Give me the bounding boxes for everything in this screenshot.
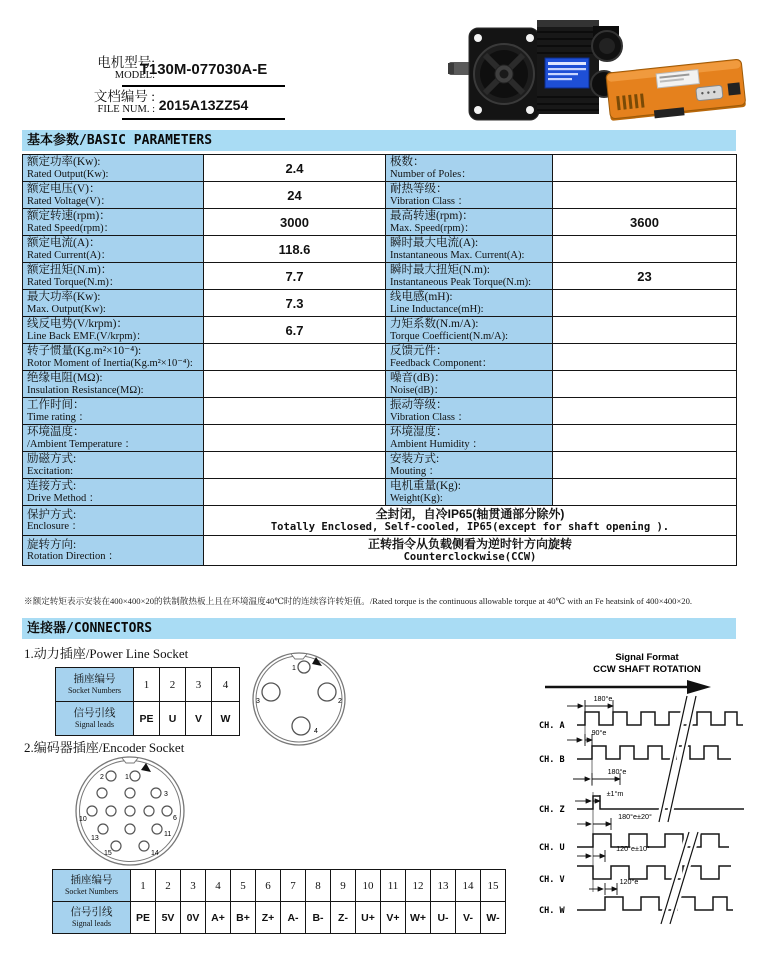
param-label [23, 452, 204, 479]
param-row [23, 425, 737, 452]
param-label-cn: 工作时间： [27, 399, 85, 411]
param-value: 7.7 [204, 263, 386, 290]
param-label [23, 263, 204, 290]
param-label [23, 398, 204, 425]
socket-number: 3 [181, 870, 206, 902]
signal-leads-cn: 信号引线 [73, 708, 116, 719]
power-socket-table [55, 667, 240, 736]
rotation-value-en: Counterclockwise(CCW) [403, 551, 537, 563]
param-label-cn: 安装方式: [390, 453, 440, 465]
param-value: 6.7 [204, 317, 386, 344]
socket-number: 8 [306, 870, 331, 902]
param-label-cn: 力矩系数(N.m/A): [390, 318, 479, 330]
param-value [204, 479, 386, 506]
param-label-cn: 瞬时最大扭矩(N.m): [390, 264, 490, 276]
param-label [23, 371, 204, 398]
param-label [386, 425, 553, 452]
param-label-cn: 转子惯量(Kg.m²×10⁻⁴): [27, 345, 142, 357]
param-value [553, 398, 737, 425]
pin-label-2: 2 [338, 698, 342, 705]
channel-label: CH. U [539, 843, 565, 853]
pin-label-3: 3 [164, 791, 168, 798]
signal-lead: B+ [231, 902, 256, 934]
power-socket-numbers-row [56, 668, 240, 702]
dim-label: 180°e±20° [618, 812, 652, 821]
socket-number: 12 [406, 870, 431, 902]
param-label-en: Weight(Kg): [390, 492, 443, 504]
param-value: 3600 [553, 209, 737, 236]
param-label-en: Max. Speed(rpm)： [390, 222, 475, 234]
socket-number: 1 [134, 668, 160, 702]
pin-label-1: 1 [292, 665, 296, 672]
param-label-en: /Ambient Temperature ： [27, 438, 136, 450]
channel-label: CH. Z [539, 805, 565, 815]
socket-numbers-header [56, 668, 134, 702]
param-label-en: Rated Speed(rpm)： [27, 222, 115, 234]
socket-number: 2 [160, 668, 186, 702]
param-row [23, 452, 737, 479]
param-value [204, 452, 386, 479]
param-label-en: Rated Torque(N.m)： [27, 276, 120, 288]
power-connector-diagram [241, 650, 359, 748]
param-value: 7.3 [204, 290, 386, 317]
basic-parameters-table [22, 154, 737, 566]
signal-lead: W- [481, 902, 506, 934]
param-label [23, 344, 204, 371]
signal-leads-header [56, 702, 134, 736]
param-label-cn: 额定转速(rpm)： [27, 210, 111, 222]
param-row [23, 263, 737, 290]
signal-leads-en: Signal leads [72, 919, 111, 928]
param-label-cn: 线反电势(V/krpm)： [27, 318, 128, 330]
driver-image [596, 56, 756, 126]
channel-label: CH. W [539, 906, 565, 916]
socket-number: 13 [431, 870, 456, 902]
param-label-en: Instantaneous Max. Current(A): [390, 249, 525, 261]
pin-label-14: 14 [151, 850, 159, 857]
param-label-en: Noise(dB)： [390, 384, 445, 396]
param-label-en: Insulation Resistance(MΩ): [27, 384, 144, 396]
signal-lead: V [186, 702, 212, 736]
channel-label: CH. A [539, 721, 565, 731]
param-label [386, 155, 553, 182]
param-label-en: Drive Method ： [27, 492, 100, 504]
param-label-en: Rated Output(Kw): [27, 168, 109, 180]
param-label [386, 479, 553, 506]
socket-number: 10 [356, 870, 381, 902]
signal-lead: A- [281, 902, 306, 934]
file-label-en: FILE NUM. : [97, 104, 155, 116]
socket-number: 3 [186, 668, 212, 702]
param-label-cn: 额定扭矩(N.m)： [27, 264, 113, 276]
param-row [23, 398, 737, 425]
param-value [553, 236, 737, 263]
signal-lead: U- [431, 902, 456, 934]
signal-lead: U [160, 702, 186, 736]
enclosure-value-en: Totally Enclosed, Self-cooled, IP65(except for shaft opening ). [270, 521, 670, 533]
socket-number: 9 [331, 870, 356, 902]
param-row [23, 209, 737, 236]
param-label-cn: 最高转速(rpm)： [390, 210, 474, 222]
dim-label: ±1°m [606, 789, 624, 798]
param-row-enclosure [23, 506, 737, 536]
rotation-value-cn: 正转指令从负载侧看为逆时针方向旋转 [367, 537, 572, 551]
param-row [23, 290, 737, 317]
socket-numbers-en: Socket Numbers [67, 686, 122, 695]
param-value [553, 371, 737, 398]
param-value [553, 155, 737, 182]
power-socket-signals-row [56, 702, 240, 736]
param-label [23, 290, 204, 317]
param-label-en: Torque Coefficient(N.m/A): [390, 330, 509, 342]
param-label-cn: 线电感(mH): [390, 291, 453, 303]
signal-lead: U+ [356, 902, 381, 934]
pin-label-13: 13 [91, 835, 99, 842]
param-value: 24 [204, 182, 386, 209]
param-label-en: Line Inductance(mH): [390, 303, 484, 315]
param-label-cn: 额定电流(A)： [27, 237, 101, 249]
param-label [386, 236, 553, 263]
socket-number: 6 [256, 870, 281, 902]
param-label-cn: 最大功率(Kw): [27, 291, 101, 303]
signal-leads-en: Signal leads [75, 720, 114, 729]
enclosure-value-cn: 全封闭，自冷IP65(轴贯通部分除外) [375, 507, 565, 521]
param-row [23, 371, 737, 398]
ccw-rotation-title: CCW SHAFT ROTATION [593, 664, 701, 675]
signal-leads-cn: 信号引线 [70, 907, 113, 918]
param-value-merged [204, 536, 737, 566]
param-label [23, 209, 204, 236]
signal-lead: PE [134, 702, 160, 736]
param-label-en: Rated Voltage(V)： [27, 195, 111, 207]
param-label-cn: 额定功率(Kw): [27, 156, 101, 168]
file-number-value: 2015A13ZZ54 [122, 92, 285, 120]
dim-label: 90°e [591, 728, 607, 737]
param-label-en: Enclosure ： [27, 521, 83, 532]
param-label [386, 398, 553, 425]
param-label-en: Time rating ： [27, 411, 90, 423]
file-label-cn: 文档编号 : [93, 89, 155, 104]
param-label [386, 317, 553, 344]
param-row-rotation [23, 536, 737, 566]
param-row [23, 317, 737, 344]
socket-number: 7 [281, 870, 306, 902]
param-label-en: Feedback Component： [390, 357, 493, 369]
socket-number: 15 [481, 870, 506, 902]
signal-format-diagram [537, 646, 757, 942]
param-row [23, 344, 737, 371]
break-marks [659, 696, 698, 924]
param-label [23, 182, 204, 209]
param-label-cn: 额定电压(V)： [27, 183, 101, 195]
channel-label: CH. B [539, 755, 565, 765]
param-label [23, 155, 204, 182]
signal-leads-header [53, 902, 131, 934]
param-label [386, 452, 553, 479]
model-label-en: MODEL: [114, 70, 155, 82]
socket-numbers-en: Socket Numbers [64, 887, 119, 896]
rated-torque-note: ※额定转矩表示安装在400×400×20的铁制散热板上且在环境温度40℃时的连续容许转矩值。/Rated torque is the continuous allowable torque at 40℃ with an Fe heatsink of 400×400×20. [24, 596, 693, 606]
pin-label-1: 1 [125, 774, 129, 781]
encoder-socket-table [52, 869, 506, 934]
connectors-header: 连接器/CONNECTORS [22, 618, 736, 639]
param-label [23, 506, 204, 536]
param-value: 23 [553, 263, 737, 290]
param-label-en: Excitation: [27, 465, 74, 477]
param-label [23, 425, 204, 452]
param-value [553, 479, 737, 506]
signal-lead: Z+ [256, 902, 281, 934]
param-label [386, 371, 553, 398]
param-label [386, 263, 553, 290]
param-label-cn: 极数： [390, 156, 425, 168]
param-label-en: Ambient Humidity ： [390, 438, 483, 450]
signal-lead: A+ [206, 902, 231, 934]
param-label-en: Line Back EMF.(V/krpm)： [27, 330, 147, 342]
power-socket-title: 1.动力插座/Power Line Socket [24, 646, 189, 661]
pin-label-10: 10 [79, 816, 87, 823]
socket-number: 11 [381, 870, 406, 902]
param-label-en: Number of Poles： [390, 168, 472, 180]
dim-label: 120°e [619, 877, 639, 886]
encoder-socket-title: 2.编码器插座/Encoder Socket [24, 740, 185, 755]
param-label [23, 317, 204, 344]
signal-lead: 5V [156, 902, 181, 934]
param-label [386, 290, 553, 317]
param-value-merged [204, 506, 737, 536]
param-label [23, 479, 204, 506]
dim-label: 180°e [593, 694, 613, 703]
signal-lead: V+ [381, 902, 406, 934]
param-label-en: Rated Current(A)： [27, 249, 112, 261]
param-label-cn: 励磁方式: [27, 453, 77, 465]
pin-label-3: 3 [256, 698, 260, 705]
pin-label-15: 15 [104, 850, 112, 857]
param-label-cn: 旋转方向: [27, 538, 77, 551]
encoder-connector-diagram [70, 754, 192, 868]
param-label-en: Rotation Direction ： [27, 551, 119, 562]
model-value: T130M-077030A-E [122, 57, 285, 87]
param-label-en: Max. Output(Kw): [27, 303, 106, 315]
param-label-cn: 耐热等级： [390, 183, 448, 195]
pin-label-4: 4 [314, 728, 318, 735]
param-label-en: Instantaneous Peak Torque(N.m): [390, 276, 532, 288]
signal-lead: W+ [406, 902, 431, 934]
param-label-cn: 噪音(dB)： [390, 372, 446, 384]
param-value: 2.4 [204, 155, 386, 182]
param-value [204, 371, 386, 398]
signal-lead: V- [456, 902, 481, 934]
signal-format-title: Signal Format [615, 652, 679, 663]
param-value [553, 317, 737, 344]
param-value [204, 425, 386, 452]
param-label-en: Vibration Class ： [390, 195, 469, 207]
param-row [23, 155, 737, 182]
param-label-cn: 环境湿度： [390, 426, 448, 438]
pin-label-6: 6 [173, 815, 177, 822]
basic-parameters-header: 基本参数/BASIC PARAMETERS [22, 130, 736, 151]
signal-lead: W [212, 702, 240, 736]
socket-number: 5 [231, 870, 256, 902]
param-label [386, 344, 553, 371]
socket-number: 2 [156, 870, 181, 902]
socket-numbers-cn: 插座编号 [73, 674, 116, 685]
param-label [386, 209, 553, 236]
param-value [553, 344, 737, 371]
param-label-cn: 环境温度： [27, 426, 85, 438]
signal-lead: PE [131, 902, 156, 934]
pin-label-2: 2 [100, 774, 104, 781]
param-label-cn: 电机重量(Kg): [390, 480, 461, 492]
socket-numbers-cn: 插座编号 [70, 875, 113, 886]
param-row [23, 182, 737, 209]
param-label-cn: 连接方式: [27, 480, 77, 492]
param-label-en: Rotor Moment of Inertia(Kg.m²×10⁻⁴): [27, 357, 193, 369]
param-value [553, 425, 737, 452]
dim-label: 120°e±10° [616, 844, 650, 853]
param-value [553, 290, 737, 317]
socket-numbers-header [53, 870, 131, 902]
param-label-cn: 绝缘电阻(MΩ): [27, 372, 103, 384]
signal-lead: B- [306, 902, 331, 934]
param-row [23, 236, 737, 263]
signal-lead: 0V [181, 902, 206, 934]
param-value [204, 398, 386, 425]
param-value [204, 344, 386, 371]
param-value [553, 182, 737, 209]
socket-number: 4 [212, 668, 240, 702]
dim-label: 180°e [607, 767, 627, 776]
param-value: 118.6 [204, 236, 386, 263]
signal-lead: Z- [331, 902, 356, 934]
encoder-signals-row [53, 902, 506, 934]
socket-number: 1 [131, 870, 156, 902]
param-value [553, 452, 737, 479]
param-label-cn: 保护方式: [27, 508, 77, 521]
socket-number: 4 [206, 870, 231, 902]
param-row [23, 479, 737, 506]
param-label-cn: 振动等级： [390, 399, 448, 411]
param-label [23, 536, 204, 566]
param-label-en: Vibration Class ： [390, 411, 469, 423]
pin-label-11: 11 [164, 831, 172, 838]
param-label-en: Mouting ： [390, 465, 440, 477]
param-label-cn: 反馈元件： [390, 345, 448, 357]
socket-number: 14 [456, 870, 481, 902]
param-value: 3000 [204, 209, 386, 236]
param-label [23, 236, 204, 263]
param-label-cn: 瞬时最大电流(A): [390, 237, 479, 249]
encoder-numbers-row [53, 870, 506, 902]
param-label [386, 182, 553, 209]
channel-label: CH. V [539, 875, 565, 885]
model-label-cn: 电机型号: [97, 55, 155, 70]
